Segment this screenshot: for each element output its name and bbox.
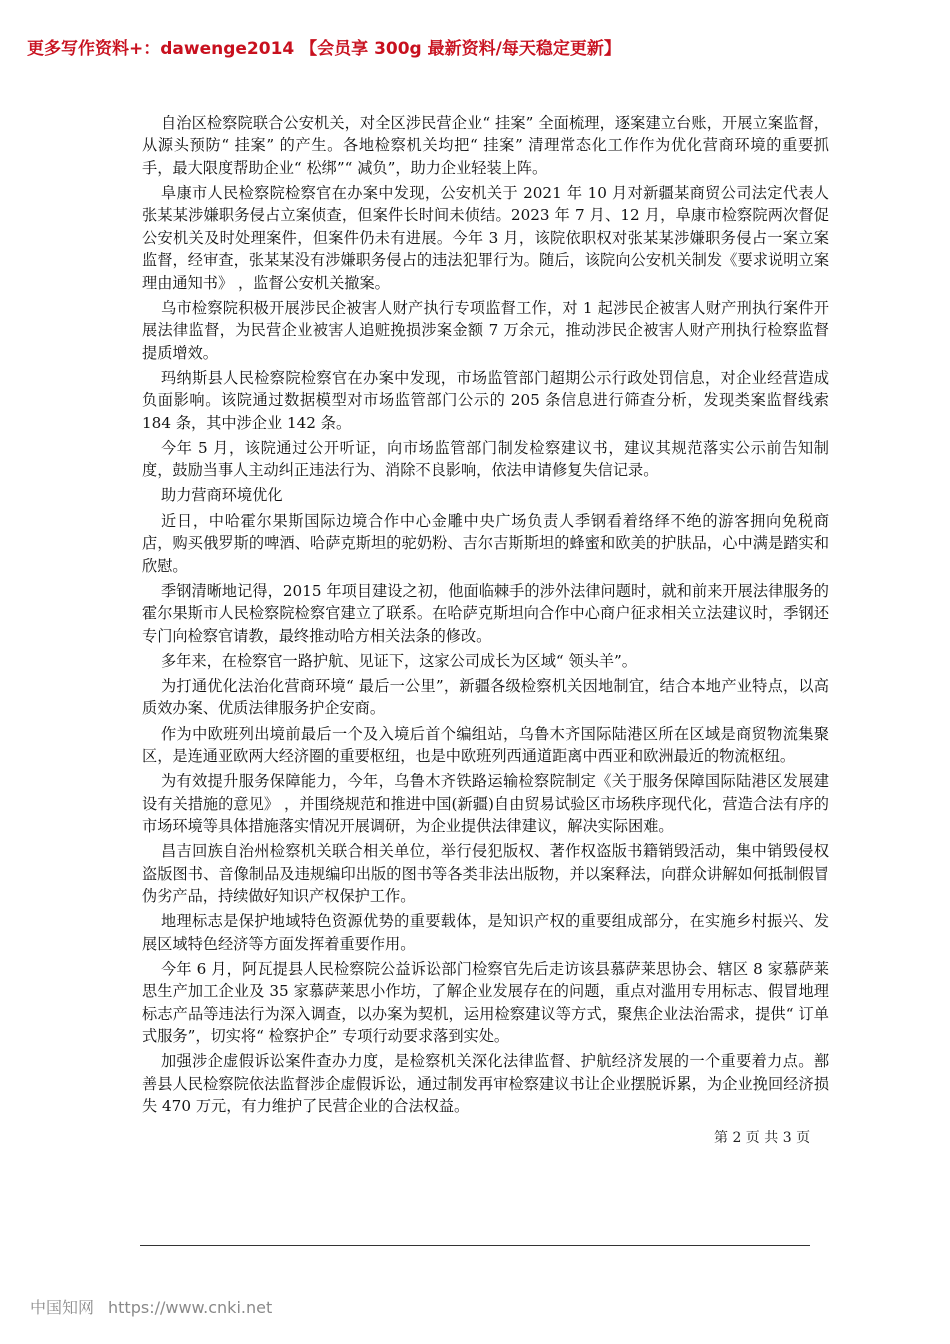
promo-banner: 更多写作资料+：dawenge2014 【会员享 300g 最新资料/每天稳定更新】 [27,39,621,59]
paragraph: 近日，中哈霍尔果斯国际边境合作中心金雕中央广场负责人季钢看着络绎不绝的游客拥向免税商店，购买俄罗斯的啤酒、哈萨克斯坦的驼奶粉、吉尔吉斯斯坦的蜂蜜和欧美的护肤品，心中满是踏实和欣慰。 [142,511,829,575]
paragraph: 加强涉企虚假诉讼案件查办力度，是检察机关深化法律监督、护航经济发展的一个重要着力点。鄯善县人民检察院依法监督涉企虚假诉讼，通过制发再审检察建议书让企业摆脱诉累，为企业挽回经济损失 470 万元，有力维护了民营企业的合法权益。 [142,1052,829,1116]
paragraph: 为有效提升服务保障能力，今年，乌鲁木齐铁路运输检察院制定《关于服务保障国际陆港区发展建设有关措施的意见》 ，并围绕规范和推进中国(新疆)自由贸易试验区市场秩序现代化，营造合法有序的市场环境等具体措施落实情况开展调研，为企业提供法律建议，解决实际困难。 [142,772,829,835]
paragraph: 季钢清晰地记得，2015 年项目建设之初，他面临棘手的涉外法律问题时，就和前来开展法律服务的霍尔果斯市人民检察院检察官建立了联系。在哈萨克斯坦向合作中心商户征求相关立法建议时，季钢还专门向检察官请教，最终推动哈方相关法条的修改。 [142,581,829,645]
source-watermark [30,1295,272,1318]
paragraph: 玛纳斯县人民检察院检察官在办案中发现，市场监管部门超期公示行政处罚信息，对企业经营造成负面影响。该院通过数据模型对市场监管部门公示的 205 条信息进行筛查分析，发现类案监督线索 184 条，其中涉企业 142 条。 [142,368,829,432]
paragraph: 自治区检察院联合公安机关，对全区涉民营企业“ 挂案” 全面梳理，逐案建立台账，开展立案监督，从源头预防“ 挂案” 的产生。各地检察机关均把“ 挂案” 清理常态化工作作为优化营商环境的重要抓手，最大限度帮助企业“ 松绑”“ 减负”，助力企业轻装上阵。 [142,114,829,177]
footer-divider [140,1245,810,1246]
paragraph: 今年 6 月，阿瓦提县人民检察院公益诉讼部门检察官先后走访该县慕萨莱思协会、辖区 8 家慕萨莱思生产加工企业及 35 家慕萨莱思小作坊，了解企业发展存在的问题，重点对滥用专用标志、假冒地理标志产品等违法行为深入调查，以办案为契机，运用检察建议等方式，聚焦企业法治需求，提供“ 订单式服务”，切实将“ 检察护企” 专项行动要求落到实处。 [142,959,829,1045]
paragraph: 阜康市人民检察院检察官在办案中发现，公安机关于 2021 年 10 月对新疆某商贸公司法定代表人张某某涉嫌职务侵占立案侦查，但案件长时间未侦结。2023 年 7 月、12 月，阜康市检察院两次督促公安机关及时处理案件，但案件仍未有进展。今年 3 月，该院依职权对张某某涉嫌职务侵占一案立案监督，经审查，张某某没有涉嫌职务侵占的违法犯罪行为。随后，该院向公安机关制发《要求说明立案理由通知书》 ，监督公安机关撤案。 [142,184,829,292]
paragraph: 地理标志是保护地域特色资源优势的重要载体，是知识产权的重要组成部分，在实施乡村振兴、发展区域特色经济等方面发挥着重要作用。 [142,912,829,953]
paragraph: 多年来，在检察官一路护航、见证下，这家公司成长为区域“ 领头羊”。 [161,651,637,670]
cnki-brand: 中国知网 [30,1298,95,1317]
article-body [142,112,829,1120]
paragraph: 为打通优化法治化营商环境“ 最后一公里”，新疆各级检察机关因地制宜，结合本地产业特点，以高质效办案、优质法律服务护企安商。 [142,676,829,718]
paragraph: 作为中欧班列出境前最后一个及入境后首个编组站，乌鲁木齐国际陆港区所在区域是商贸物流集聚区，是连通亚欧两大经济圈的重要枢纽，也是中欧班列西通道距离中西亚和欧洲最近的物流枢纽。 [142,724,829,765]
section-heading: 助力营商环境优化 [161,486,283,505]
paragraph: 今年 5 月，该院通过公开听证，向市场监管部门制发检察建议书，建议其规范落实公示前告知制度，鼓励当事人主动纠正违法行为、消除不良影响，依法申请修复失信记录。 [142,438,829,480]
page-number: 第 2 页 共 3 页 [714,1130,811,1146]
paragraph: 昌吉回族自治州检察机关联合相关单位，举行侵犯版权、著作权盗版书籍销毁活动，集中销毁侵权盗版图书、音像制品及违规编印出版的图书等各类非法出版物，并以案释法，向群众讲解如何抵制假冒伪劣产品，持续做好知识产权保护工作。 [142,842,829,905]
source-url: https://www.cnki.net [108,1298,273,1317]
paragraph: 乌市检察院积极开展涉民企被害人财产执行专项监督工作，对 1 起涉民企被害人财产刑执行案件开展法律监督，为民营企业被害人追赃挽损涉案金额 7 万余元，推动涉民企被害人财产刑执行检察监督提质增效。 [142,298,829,362]
